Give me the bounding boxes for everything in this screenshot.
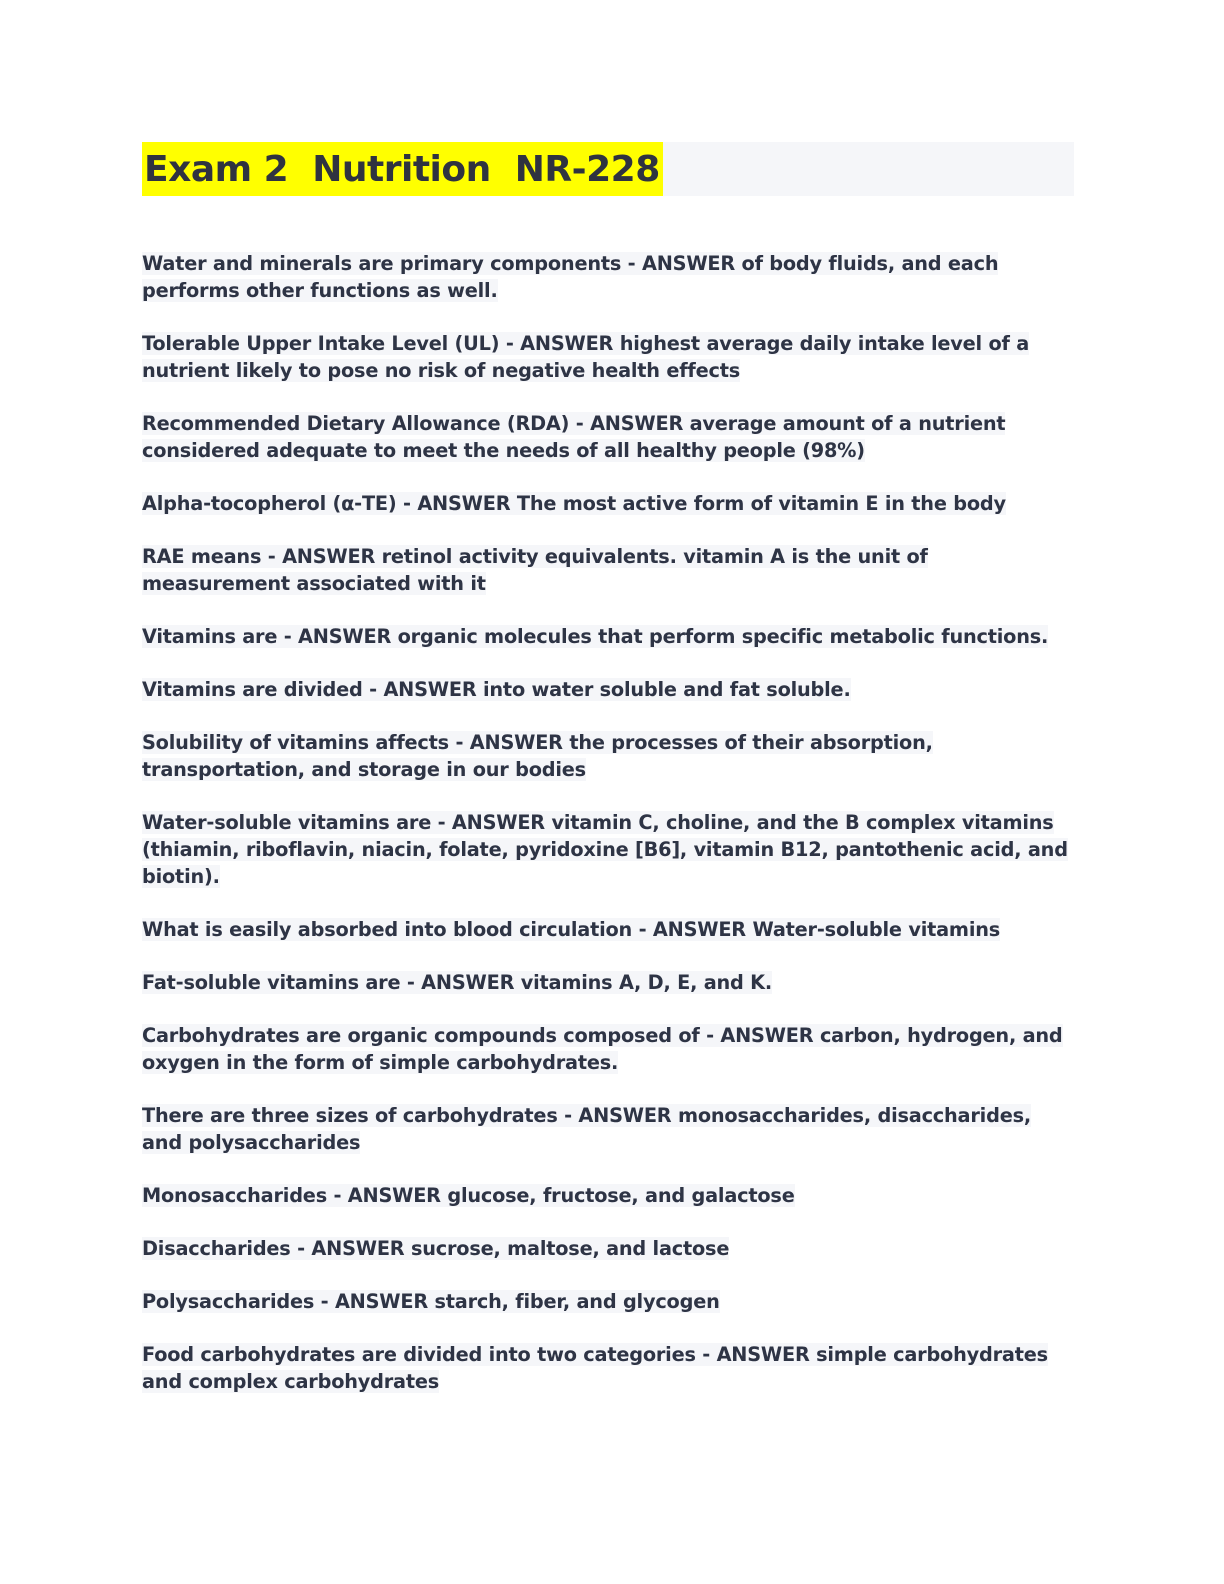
qa-item	[142, 250, 1074, 304]
qa-item-text	[142, 412, 1005, 462]
qa-separator: - ANSWER	[621, 252, 742, 275]
qa-separator: - ANSWER	[277, 625, 398, 648]
qa-item	[142, 969, 1074, 996]
qa-answer: The most active form of vitamin E in the body	[516, 492, 1006, 515]
qa-item-text	[142, 1024, 1063, 1074]
qa-answer: Water-soluble vitamins	[752, 918, 1001, 941]
qa-answer: highest average daily intake level of a nutrient likely to pose no risk of negative health effects	[142, 332, 1030, 382]
qa-answer: vitamins A, D, E, and K.	[520, 971, 773, 994]
qa-term: Solubility of vitamins affects	[142, 731, 449, 754]
qa-item	[142, 330, 1074, 384]
qa-separator: - ANSWER	[362, 678, 483, 701]
qa-item	[142, 1288, 1074, 1315]
qa-item	[142, 916, 1074, 943]
qa-term: Water-soluble vitamins are	[142, 811, 432, 834]
qa-item-text	[142, 545, 928, 595]
qa-separator: - ANSWER	[314, 1290, 435, 1313]
qa-item-text	[142, 1104, 1031, 1154]
qa-answer: vitamin C, choline, and the B complex vitamins (thiamin, riboflavin, niacin, folate, pyridoxine [B6], vitamin B12, pantothenic acid, and biotin).	[142, 811, 1068, 888]
qa-separator: - ANSWER	[431, 811, 552, 834]
qa-item-text	[142, 625, 1048, 648]
qa-term: Disaccharides	[142, 1237, 291, 1260]
qa-answer: into water soluble and fat soluble.	[483, 678, 851, 701]
qa-item	[142, 1341, 1074, 1395]
qa-answer: monosaccharides, disaccharides, and polysaccharides	[142, 1104, 1031, 1154]
qa-item-text	[142, 1237, 729, 1260]
qa-item	[142, 1182, 1074, 1209]
qa-separator: - ANSWER	[290, 1237, 411, 1260]
qa-term: Tolerable Upper Intake Level (UL)	[142, 332, 500, 355]
qa-separator: - ANSWER	[448, 731, 570, 754]
qa-item	[142, 410, 1074, 464]
qa-separator: - ANSWER	[499, 332, 620, 355]
qa-item	[142, 809, 1074, 890]
qa-item-text	[142, 1290, 720, 1313]
qa-answer: retinol activity equivalents. vitamin A is the unit of measurement associated with it	[142, 545, 928, 595]
qa-item-text	[142, 678, 851, 701]
qa-term: Alpha-tocopherol (α-TE)	[142, 492, 397, 515]
document-title: Exam 2 Nutrition NR-228	[142, 142, 663, 196]
qa-item	[142, 490, 1074, 517]
qa-list	[142, 250, 1074, 1421]
qa-separator: - ANSWER	[400, 971, 521, 994]
qa-item-text	[142, 492, 1006, 515]
qa-separator: - ANSWER	[695, 1343, 817, 1366]
qa-term: There are three sizes of carbohydrates	[142, 1104, 558, 1127]
qa-item	[142, 676, 1074, 703]
qa-term: Carbohydrates are organic compounds composed of	[142, 1024, 700, 1047]
qa-answer: carbon, hydrogen, and oxygen in the form of simple carbohydrates.	[142, 1024, 1063, 1074]
qa-term: What is easily absorbed into blood circulation	[142, 918, 633, 941]
qa-item	[142, 623, 1074, 650]
qa-term: Fat-soluble vitamins are	[142, 971, 401, 994]
qa-answer: simple carbohydrates and complex carbohydrates	[142, 1343, 1048, 1393]
qa-term: RAE means	[142, 545, 262, 568]
qa-term: Vitamins are divided	[142, 678, 363, 701]
title-bar	[142, 142, 1074, 196]
qa-separator: - ANSWER	[699, 1024, 820, 1047]
qa-answer: of body fluids, and each performs other functions as well.	[142, 252, 999, 302]
qa-item	[142, 1102, 1074, 1156]
qa-item-text	[142, 731, 933, 781]
qa-item	[142, 1235, 1074, 1262]
qa-term: Polysaccharides	[142, 1290, 315, 1313]
qa-item-text	[142, 971, 772, 994]
qa-item-text	[142, 811, 1068, 888]
qa-item	[142, 1022, 1074, 1076]
qa-term: Vitamins are	[142, 625, 278, 648]
qa-item-text	[142, 1184, 795, 1207]
qa-separator: - ANSWER	[557, 1104, 678, 1127]
qa-separator: - ANSWER	[326, 1184, 448, 1207]
qa-separator: - ANSWER	[569, 412, 690, 435]
qa-answer: starch, fiber, and glycogen	[434, 1290, 720, 1313]
qa-item-text	[142, 252, 998, 302]
qa-answer: sucrose, maltose, and lactose	[410, 1237, 730, 1260]
qa-separator: - ANSWER	[396, 492, 517, 515]
qa-item	[142, 543, 1074, 597]
qa-answer: organic molecules that perform specific metabolic functions.	[397, 625, 1049, 648]
qa-separator: - ANSWER	[632, 918, 753, 941]
qa-item	[142, 729, 1074, 783]
qa-term: Water and minerals are primary components	[142, 252, 622, 275]
qa-term: Monosaccharides	[142, 1184, 327, 1207]
qa-item-text	[142, 332, 1029, 382]
qa-answer: average amount of a nutrient considered adequate to meet the needs of all healthy people (98%)	[142, 412, 1006, 462]
qa-item-text	[142, 918, 1000, 941]
qa-term: Food carbohydrates are divided into two categories	[142, 1343, 696, 1366]
qa-term: Recommended Dietary Allowance (RDA)	[142, 412, 570, 435]
qa-separator: - ANSWER	[261, 545, 382, 568]
qa-answer: glucose, fructose, and galactose	[447, 1184, 795, 1207]
qa-item-text	[142, 1343, 1048, 1393]
qa-answer: the processes of their absorption, transportation, and storage in our bodies	[142, 731, 933, 781]
